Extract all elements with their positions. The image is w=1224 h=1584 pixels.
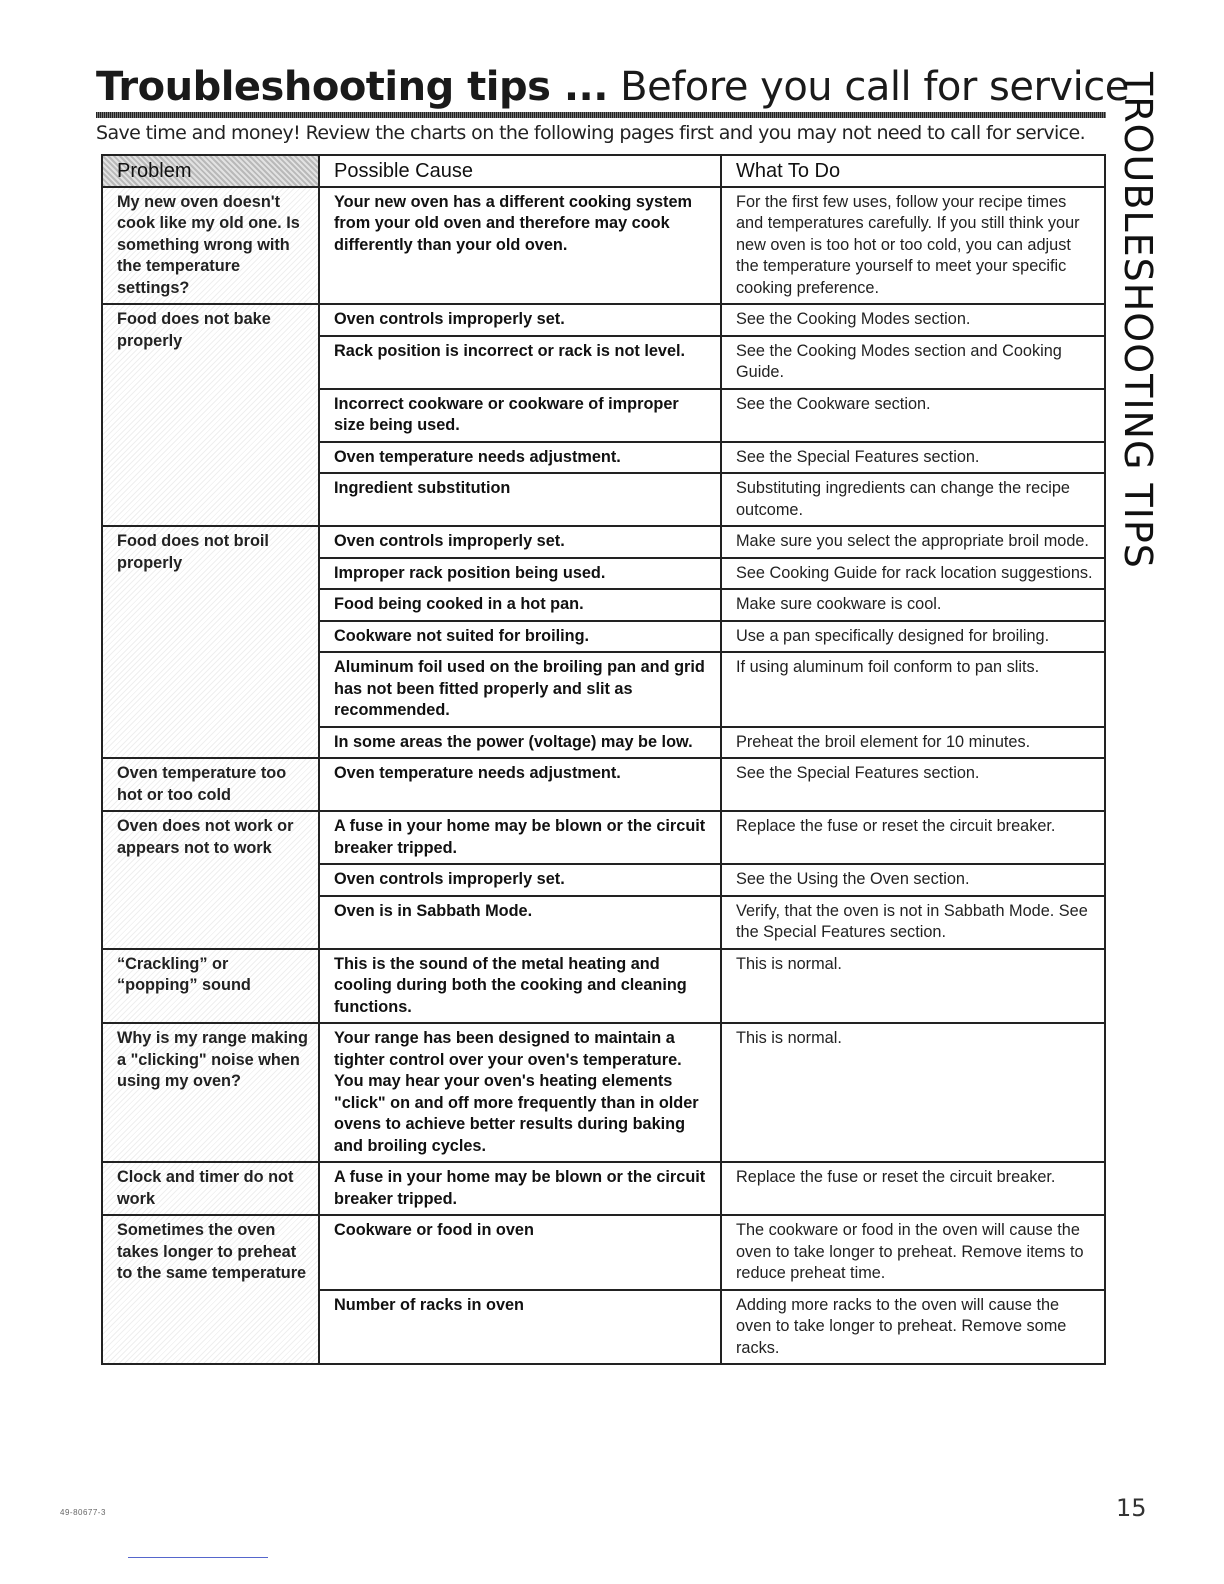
- table-row: [102, 949, 1105, 1024]
- todo-cell: Use a pan specifically designed for broiling.: [721, 621, 1105, 653]
- todo-cell: Replace the fuse or reset the circuit breaker.: [721, 1162, 1105, 1215]
- problem-cell: Food does not bake properly: [102, 304, 319, 526]
- page-title: [96, 64, 1129, 110]
- table-row: [102, 1162, 1105, 1215]
- problem-cell: My new oven doesn't cook like my old one. Is something wrong with the temperature settings?: [102, 187, 319, 305]
- cause-cell: Improper rack position being used.: [319, 558, 721, 590]
- todo-cell: See the Using the Oven section.: [721, 864, 1105, 896]
- todo-cell: See the Cookware section.: [721, 389, 1105, 442]
- cause-cell: Food being cooked in a hot pan.: [319, 589, 721, 621]
- todo-cell: If using aluminum foil conform to pan slits.: [721, 652, 1105, 727]
- page-title-rest: Before you call for service: [607, 64, 1129, 110]
- cause-cell: A fuse in your home may be blown or the circuit breaker tripped.: [319, 811, 721, 864]
- table-row: [102, 811, 1105, 864]
- cause-cell: Cookware or food in oven: [319, 1215, 721, 1290]
- cause-cell: Oven temperature needs adjustment.: [319, 442, 721, 474]
- table-header-row: [102, 155, 1105, 187]
- footer-divider: [128, 1557, 268, 1558]
- table-row: [102, 1215, 1105, 1290]
- problem-cell: Oven does not work or appears not to work: [102, 811, 319, 949]
- cause-cell: A fuse in your home may be blown or the circuit breaker tripped.: [319, 1162, 721, 1215]
- todo-cell: Adding more racks to the oven will cause the oven to take longer to preheat. Remove some racks.: [721, 1290, 1105, 1365]
- page-subtitle: Save time and money! Review the charts on the following pages first and you may not need to call for service.: [96, 122, 1086, 144]
- todo-cell: See the Special Features section.: [721, 442, 1105, 474]
- side-section-title: [1108, 72, 1168, 569]
- table-row: [102, 187, 1105, 305]
- todo-cell: Make sure you select the appropriate broil mode.: [721, 526, 1105, 558]
- todo-cell: See Cooking Guide for rack location suggestions.: [721, 558, 1105, 590]
- todo-cell: Verify, that the oven is not in Sabbath Mode. See the Special Features section.: [721, 896, 1105, 949]
- column-header-cause: Possible Cause: [319, 155, 721, 187]
- cause-cell: Oven is in Sabbath Mode.: [319, 896, 721, 949]
- document-code: 49-80677-3: [60, 1508, 106, 1517]
- cause-cell: Your new oven has a different cooking system from your old oven and therefore may cook differently than your old oven.: [319, 187, 721, 305]
- todo-cell: Preheat the broil element for 10 minutes.: [721, 727, 1105, 759]
- todo-cell: Substituting ingredients can change the recipe outcome.: [721, 473, 1105, 526]
- cause-cell: Rack position is incorrect or rack is not level.: [319, 336, 721, 389]
- table-row: [102, 758, 1105, 811]
- table-row: [102, 526, 1105, 558]
- side-section-title-text: TROUBLESHOOTING TIPS: [1116, 72, 1160, 569]
- cause-cell: Your range has been designed to maintain a tighter control over your oven's temperature. You may hear your oven's heating elements "click" on and off more frequently than in older ovens to achieve better results during baking and broiling cycles.: [319, 1023, 721, 1162]
- todo-cell: See the Cooking Modes section.: [721, 304, 1105, 336]
- problem-cell: Food does not broil properly: [102, 526, 319, 758]
- cause-cell: This is the sound of the metal heating and cooling during both the cooking and cleaning functions.: [319, 949, 721, 1024]
- todo-cell: Make sure cookware is cool.: [721, 589, 1105, 621]
- troubleshooting-table: [101, 154, 1106, 1365]
- title-divider: [96, 112, 1106, 118]
- cause-cell: Oven controls improperly set.: [319, 864, 721, 896]
- todo-cell: For the first few uses, follow your recipe times and temperatures carefully. If you still think your new oven is too hot or too cold, you can adjust the temperature yourself to meet your specific cooking preference.: [721, 187, 1105, 305]
- column-header-problem: Problem: [102, 155, 319, 187]
- column-header-todo: What To Do: [721, 155, 1105, 187]
- page-title-bold: Troubleshooting tips ...: [96, 64, 608, 110]
- cause-cell: Cookware not suited for broiling.: [319, 621, 721, 653]
- problem-cell: Why is my range making a "clicking" noise when using my oven?: [102, 1023, 319, 1162]
- table-row: [102, 304, 1105, 336]
- todo-cell: See the Cooking Modes section and Cooking Guide.: [721, 336, 1105, 389]
- problem-cell: Clock and timer do not work: [102, 1162, 319, 1215]
- todo-cell: See the Special Features section.: [721, 758, 1105, 811]
- cause-cell: Aluminum foil used on the broiling pan and grid has not been fitted properly and slit as recommended.: [319, 652, 721, 727]
- cause-cell: In some areas the power (voltage) may be low.: [319, 727, 721, 759]
- todo-cell: The cookware or food in the oven will cause the oven to take longer to preheat. Remove items to reduce preheat time.: [721, 1215, 1105, 1290]
- cause-cell: Ingredient substitution: [319, 473, 721, 526]
- problem-cell: “Crackling” or “popping” sound: [102, 949, 319, 1024]
- todo-cell: Replace the fuse or reset the circuit breaker.: [721, 811, 1105, 864]
- page-number: 15: [1116, 1494, 1147, 1522]
- todo-cell: This is normal.: [721, 1023, 1105, 1162]
- todo-cell: This is normal.: [721, 949, 1105, 1024]
- problem-cell: Oven temperature too hot or too cold: [102, 758, 319, 811]
- table-row: [102, 1023, 1105, 1162]
- cause-cell: Oven temperature needs adjustment.: [319, 758, 721, 811]
- cause-cell: Number of racks in oven: [319, 1290, 721, 1365]
- cause-cell: Incorrect cookware or cookware of improper size being used.: [319, 389, 721, 442]
- problem-cell: Sometimes the oven takes longer to preheat to the same temperature: [102, 1215, 319, 1364]
- cause-cell: Oven controls improperly set.: [319, 526, 721, 558]
- cause-cell: Oven controls improperly set.: [319, 304, 721, 336]
